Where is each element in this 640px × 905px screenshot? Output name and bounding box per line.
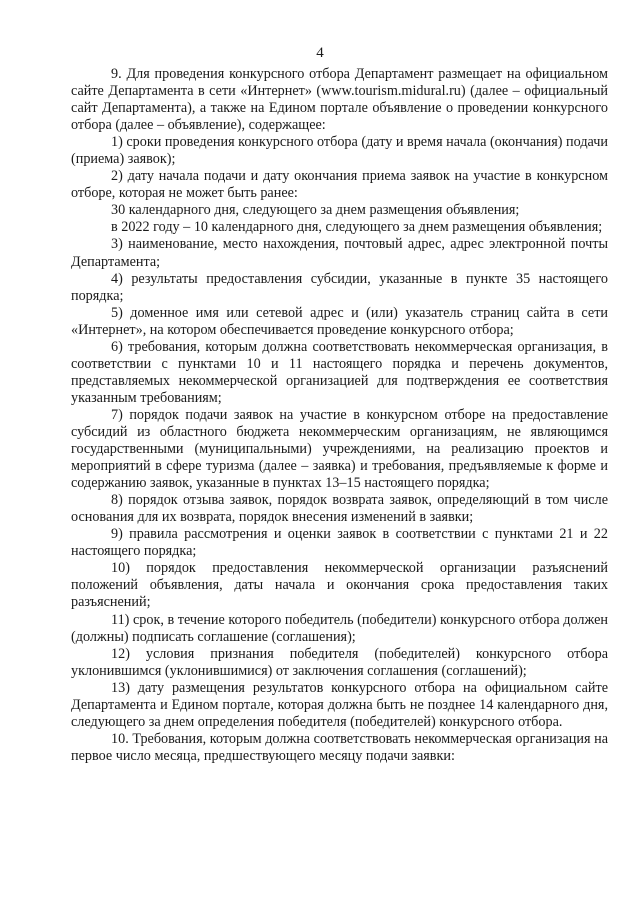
list-item-2: 2) дату начала подачи и дату окончания приема заявок на участие в конкурсном отборе, которая не может быть ранее: bbox=[71, 168, 608, 202]
list-item-9: 9) правила рассмотрения и оценки заявок в соответствии с пунктами 21 и 22 настоящего порядка; bbox=[71, 526, 608, 560]
page-number: 4 bbox=[316, 45, 324, 61]
list-item-5: 5) доменное имя или сетевой адрес и (или) указатель страниц сайта в сети «Интернет», на котором обеспечивается проведение конкурсного отбора; bbox=[71, 304, 608, 338]
list-item-10: 10) порядок предоставления некоммерческой организации разъяснений положений объявления, даты начала и окончания срока предоставления таких разъяснений; bbox=[71, 560, 608, 611]
list-item-4: 4) результаты предоставления субсидии, указанные в пункте 35 настоящего порядка; bbox=[71, 270, 608, 304]
paragraph-9: 9. Для проведения конкурсного отбора Департамент размещает на официальном сайте Департамента в сети «Интернет» (www.tourism.midural.ru) (далее – официальный сайт Департамента), а также на Едином портале объявление о проведении конкурсного отбора (далее – объявление), содержащее: bbox=[71, 66, 608, 134]
list-item-2-term-a: 30 календарного дня, следующего за днем размещения объявления; bbox=[111, 202, 520, 219]
list-item-7: 7) порядок подачи заявок на участие в конкурсном отборе на предоставление субсидий из областного бюджета некоммерческим организациям, не являющимся государственными (муниципальными) учреждениями, на реализацию проектов и мероприятий в сфере туризма (далее – заявка) и требования, предъявляемые к форме и содержанию заявок, указанные в пунктах 13–15 настоящего порядка; bbox=[71, 406, 608, 492]
document-body bbox=[71, 66, 608, 765]
list-item-3: 3) наименование, место нахождения, почтовый адрес, адрес электронной почты Департамента; bbox=[71, 236, 608, 270]
list-item-2-term-b: в 2022 году – 10 календарного дня, следующего за днем размещения объявления; bbox=[111, 219, 603, 236]
list-item-12: 12) условия признания победителя (победителей) конкурсного отбора уклонившимся (уклонившимися) от заключения соглашения (соглашений); bbox=[71, 645, 608, 679]
list-item-8: 8) порядок отзыва заявок, порядок возврата заявок, определяющий в том числе основания для их возврата, порядок внесения изменений в заявки; bbox=[71, 492, 608, 526]
list-item-11: 11) срок, в течение которого победитель (победители) конкурсного отбора должен (должны) подписать соглашение (соглашения); bbox=[71, 611, 608, 645]
list-item-1: 1) сроки проведения конкурсного отбора (дату и время начала (окончания) подачи (приема) заявок); bbox=[71, 134, 608, 168]
list-item-6: 6) требования, которым должна соответствовать некоммерческая организация, в соответствии с пунктами 10 и 11 настоящего порядка и перечень документов, представляемых некоммерческой организацией для подтверждения ее соответствия указанным требованиям; bbox=[71, 338, 608, 406]
paragraph-10: 10. Требования, которым должна соответствовать некоммерческая организация на первое число месяца, предшествующего месяцу подачи заявки: bbox=[71, 730, 608, 764]
list-item-13: 13) дату размещения результатов конкурсного отбора на официальном сайте Департамента и Едином портале, которая должна быть не позднее 14 календарного дня, следующего за днем определения победителя (победителей) конкурсного отбора. bbox=[71, 679, 608, 730]
